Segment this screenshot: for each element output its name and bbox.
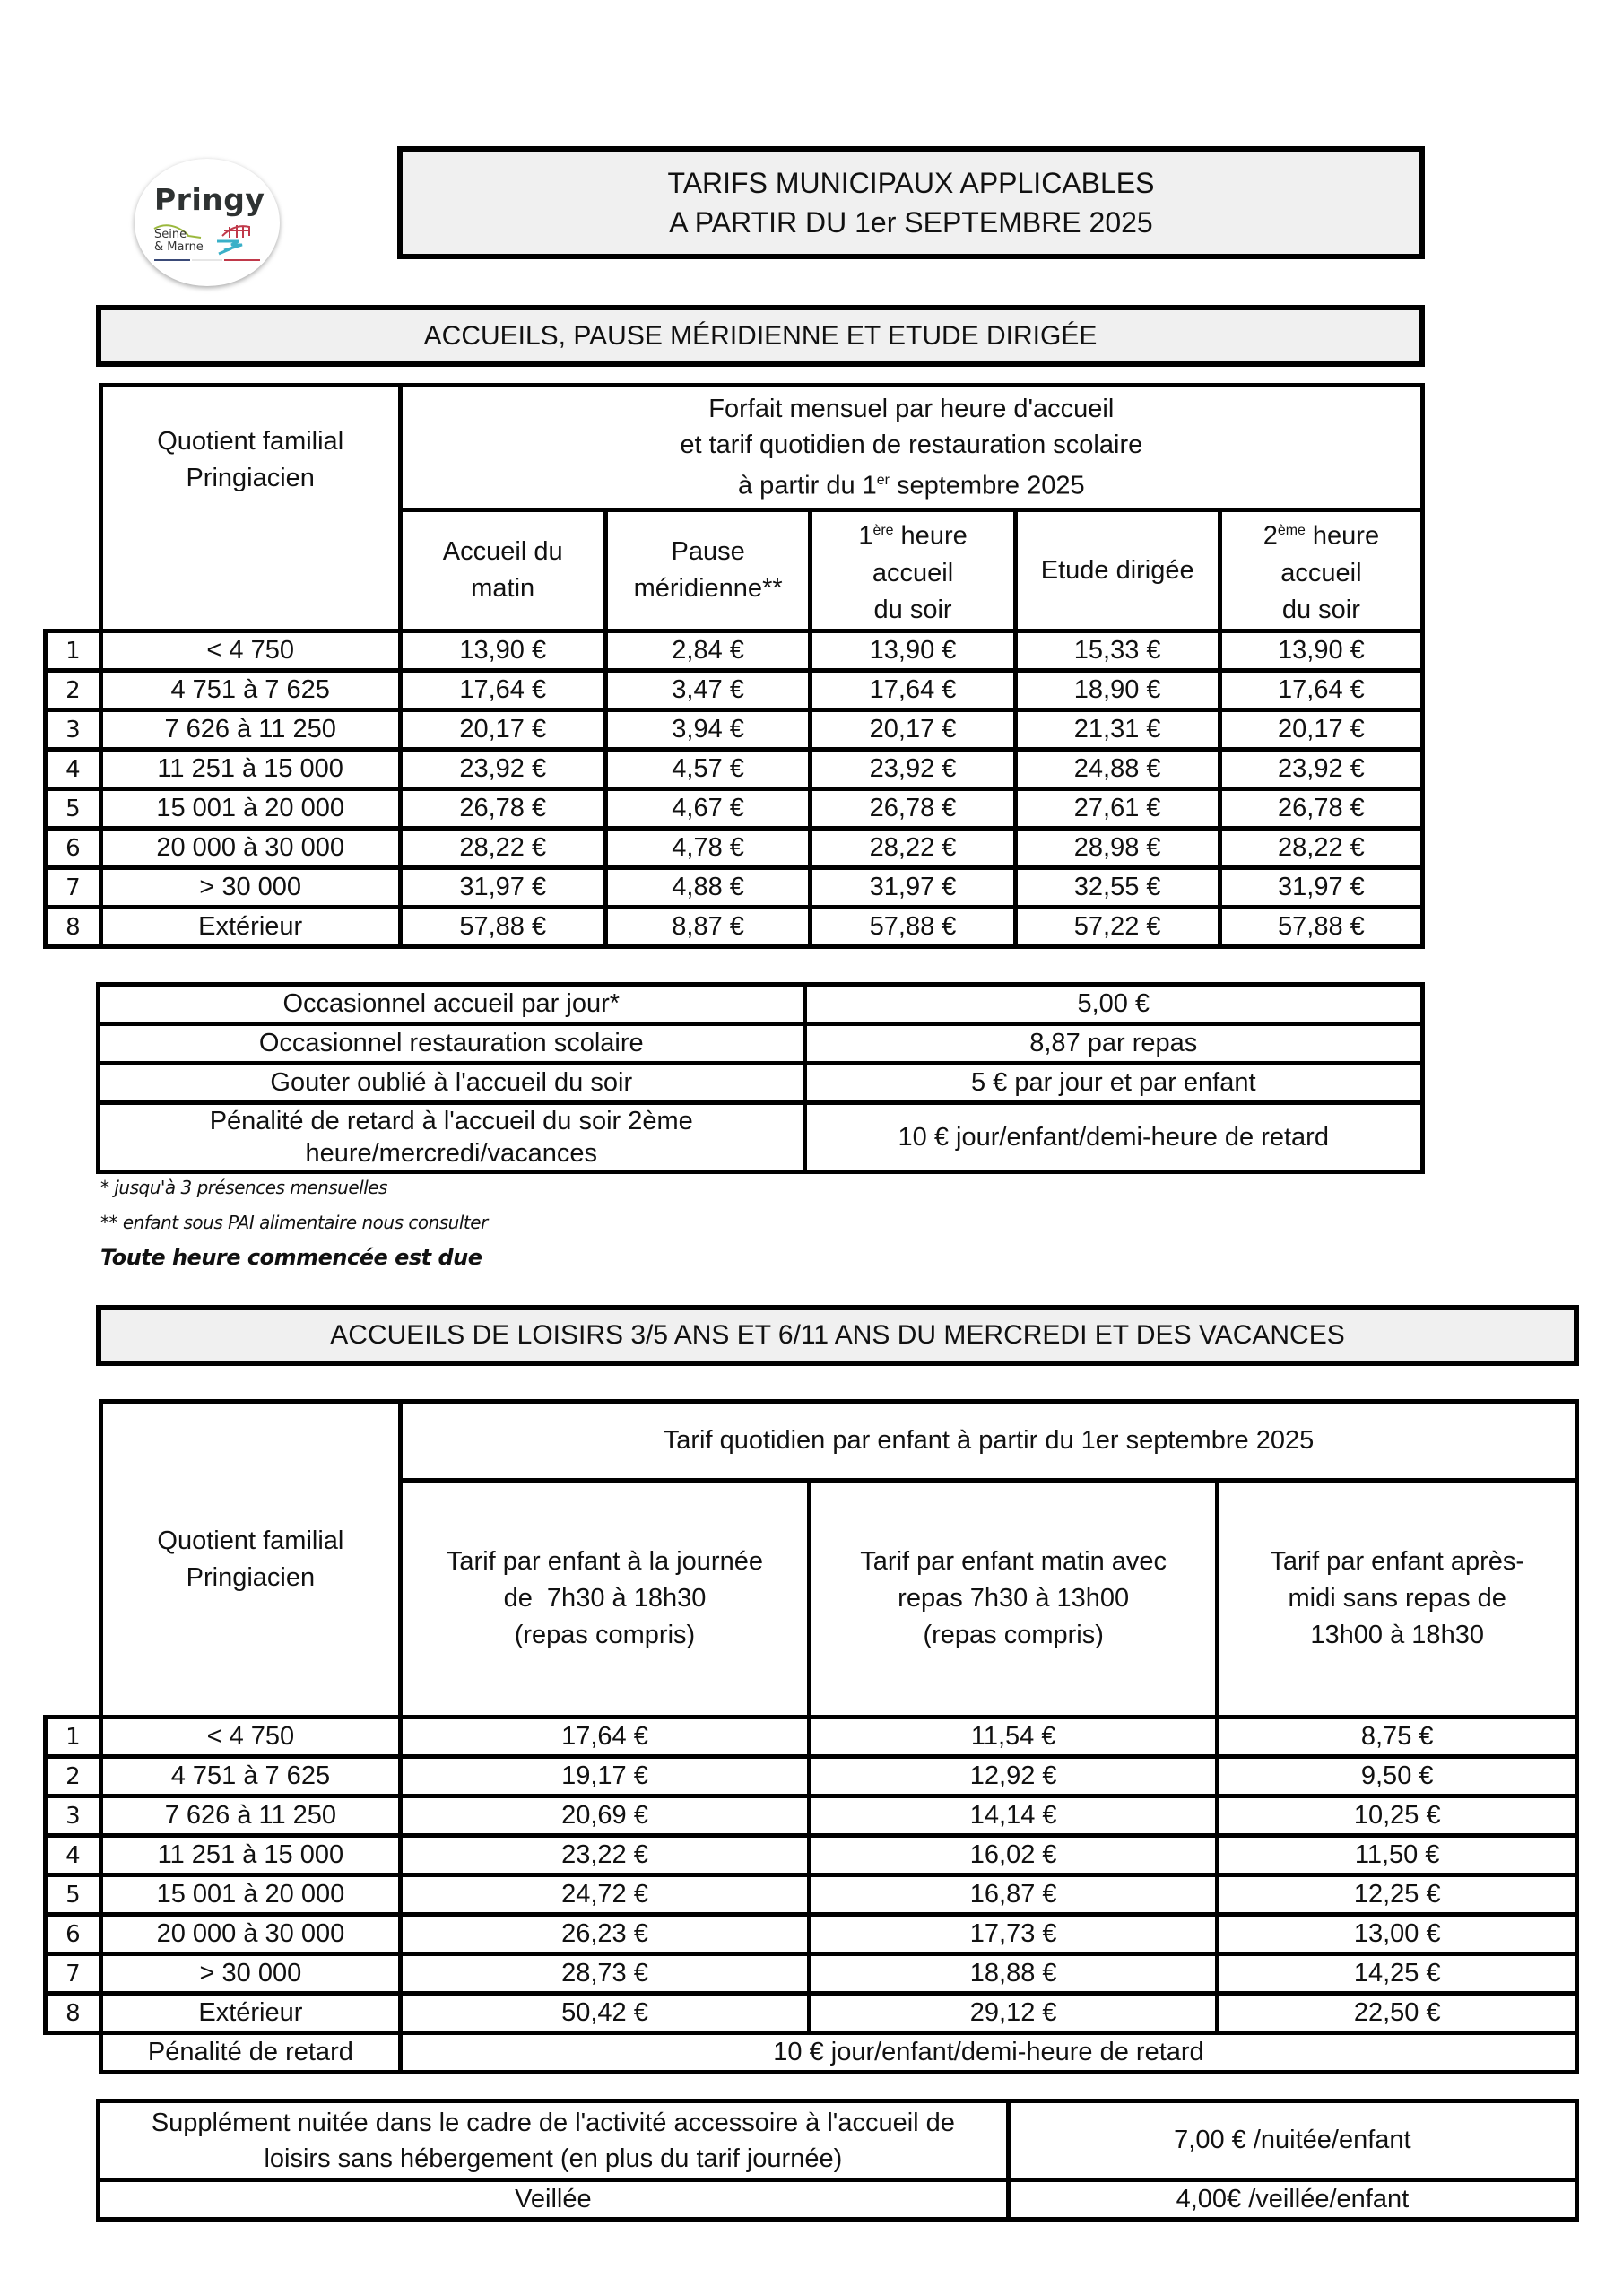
row-qf: Extérieur xyxy=(100,1994,400,2033)
group-header-line2: et tarif quotidien de restauration scolaire xyxy=(680,430,1143,460)
supplement-value: 7,00 € /nuitée/enfant xyxy=(1008,2101,1576,2180)
cell-value: 22,50 € xyxy=(1218,1994,1577,2033)
cell-value: 8,87 € xyxy=(605,908,811,947)
col0-l1: Accueil du xyxy=(442,537,563,566)
col-header-2eme-heure-soir xyxy=(1219,510,1422,631)
cell-value: 3,94 € xyxy=(605,710,811,750)
logo-flag-red xyxy=(224,259,260,261)
table-row xyxy=(46,1994,1577,2033)
logo-flag-white xyxy=(192,259,222,261)
cell-value: 26,78 € xyxy=(1219,789,1422,829)
cell-value: 18,88 € xyxy=(809,1954,1217,1994)
cell-value: 31,97 € xyxy=(1219,868,1422,908)
cell-value: 19,17 € xyxy=(400,1757,809,1796)
row-qf: 7 626 à 11 250 xyxy=(100,710,400,750)
cell-value: 16,87 € xyxy=(809,1875,1217,1915)
cell-value: 14,14 € xyxy=(809,1796,1217,1836)
logo-flag-blue xyxy=(154,259,190,261)
footnote-1: * jusqu'à 3 présences mensuelles xyxy=(100,1177,387,1198)
table-row xyxy=(99,2101,1577,2180)
table-row xyxy=(46,1718,1577,1757)
col-header-accueil-matin xyxy=(400,510,605,631)
row-index: 7 xyxy=(46,868,101,908)
occasional-label: Occasionnel restauration scolaire xyxy=(99,1024,805,1064)
occasional-value: 5 € par jour et par enfant xyxy=(804,1064,1422,1103)
supplement-value: 4,00€ /veillée/enfant xyxy=(1008,2180,1576,2220)
occasional-label xyxy=(99,1103,805,1172)
cell-value: 17,64 € xyxy=(1219,671,1422,710)
supp-label-line2: loisirs sans hébergement (en plus du tarif journée) xyxy=(264,2144,843,2173)
c0-l2: de 7h30 à 18h30 xyxy=(503,1584,707,1613)
row-index: 6 xyxy=(46,829,101,868)
c2-l2: midi sans repas de xyxy=(1288,1584,1506,1613)
cell-value: 27,61 € xyxy=(1015,789,1219,829)
col2-pre: 1 xyxy=(858,521,873,551)
footnote-2: ** enfant sous PAI alimentaire nous consulter xyxy=(100,1212,488,1233)
row-qf: 20 000 à 30 000 xyxy=(100,1915,400,1954)
cell-value: 23,92 € xyxy=(811,750,1015,789)
table-row xyxy=(46,1757,1577,1796)
penalty-label-line2: heure/mercredi/vacances xyxy=(305,1139,598,1168)
qf-header xyxy=(100,386,400,631)
row-index: 3 xyxy=(46,710,101,750)
footnotes xyxy=(100,1170,488,1275)
table-row xyxy=(46,1796,1577,1836)
cell-value: 20,17 € xyxy=(811,710,1015,750)
table-row xyxy=(46,671,1423,710)
col-header-pause-meridienne xyxy=(605,510,811,631)
row-index: 4 xyxy=(46,1836,101,1875)
cell-value: 24,88 € xyxy=(1015,750,1219,789)
cell-value: 24,72 € xyxy=(400,1875,809,1915)
section2-heading: ACCUEILS DE LOISIRS 3/5 ANS ET 6/11 ANS DU MERCREDI ET DES VACANCES xyxy=(96,1305,1579,1366)
col-header-1ere-heure-soir xyxy=(811,510,1015,631)
col4-l1 xyxy=(1222,512,1420,555)
cell-value: 57,88 € xyxy=(1219,908,1422,947)
logo-subtitle xyxy=(154,229,204,254)
col4-l2: accueil xyxy=(1280,558,1362,587)
cell-value: 16,02 € xyxy=(809,1836,1217,1875)
cell-value: 28,73 € xyxy=(400,1954,809,1994)
row-qf: 4 751 à 7 625 xyxy=(100,1757,400,1796)
table-row xyxy=(99,2180,1577,2220)
group-header-line1: Forfait mensuel par heure d'accueil xyxy=(708,395,1115,424)
cell-value: 28,22 € xyxy=(811,829,1015,868)
row-index: 5 xyxy=(46,789,101,829)
c0-l3: (repas compris) xyxy=(514,1621,696,1649)
cell-value: 26,78 € xyxy=(400,789,605,829)
cell-value: 57,22 € xyxy=(1015,908,1219,947)
col2-l2: accueil xyxy=(872,558,954,587)
pringy-logo xyxy=(135,159,280,286)
col-header-journee xyxy=(400,1481,809,1718)
table-row xyxy=(46,1875,1577,1915)
cell-value: 28,22 € xyxy=(400,829,605,868)
cell-value: 17,64 € xyxy=(400,1718,809,1757)
col1-l1: Pause xyxy=(671,537,745,566)
index-spacer xyxy=(46,1402,101,1718)
cell-value: 50,42 € xyxy=(400,1994,809,2033)
table-row xyxy=(46,1954,1577,1994)
row-index: 2 xyxy=(46,671,101,710)
index-spacer xyxy=(46,2033,101,2073)
gh3-sup: er xyxy=(876,473,890,489)
penalty-value: 10 € jour/enfant/demi-heure de retard xyxy=(400,2033,1576,2073)
table-row xyxy=(99,1103,1423,1172)
table-row xyxy=(46,1915,1577,1954)
row-qf: > 30 000 xyxy=(100,868,400,908)
row-qf: 15 001 à 20 000 xyxy=(100,789,400,829)
cell-value: 17,73 € xyxy=(809,1915,1217,1954)
table-row xyxy=(46,1836,1577,1875)
occasional-value: 5,00 € xyxy=(804,985,1422,1024)
cell-value: 4,88 € xyxy=(605,868,811,908)
qf-header-line1: Quotient familial xyxy=(157,427,344,456)
col2-sup: ère xyxy=(872,523,894,539)
cell-value: 4,78 € xyxy=(605,829,811,868)
row-index: 3 xyxy=(46,1796,101,1836)
col-header-matin-repas xyxy=(809,1481,1217,1718)
cell-value: 17,64 € xyxy=(811,671,1015,710)
section1-heading: ACCUEILS, PAUSE MÉRIDIENNE ET ETUDE DIRIGÉE xyxy=(96,305,1425,367)
title-line1: TARIFS MUNICIPAUX APPLICABLES xyxy=(667,167,1155,199)
section1-rows xyxy=(46,631,1423,947)
gh3-post: septembre 2025 xyxy=(889,471,1085,500)
cell-value: 13,90 € xyxy=(1219,631,1422,671)
qf-header xyxy=(100,1402,400,1718)
row-qf: 20 000 à 30 000 xyxy=(100,829,400,868)
table-row xyxy=(46,868,1423,908)
row-index: 7 xyxy=(46,1954,101,1994)
cell-value: 57,88 € xyxy=(811,908,1015,947)
occasional-tariffs-table xyxy=(96,982,1425,1174)
cell-value: 18,90 € xyxy=(1015,671,1219,710)
col-header-apres-midi xyxy=(1218,1481,1577,1718)
cell-value: 20,17 € xyxy=(400,710,605,750)
cell-value: 23,22 € xyxy=(400,1836,809,1875)
c1-l2: repas 7h30 à 13h00 xyxy=(898,1584,1130,1613)
penalty-label: Pénalité de retard xyxy=(100,2033,400,2073)
supp-label-line1: Supplément nuitée dans le cadre de l'activité accessoire à l'accueil de xyxy=(151,2108,955,2137)
cell-value: 57,88 € xyxy=(400,908,605,947)
table-row xyxy=(46,710,1423,750)
cell-value: 4,57 € xyxy=(605,750,811,789)
qf-header-line2: Pringiacien xyxy=(186,1562,316,1592)
col4-post: heure xyxy=(1305,521,1380,551)
cell-value: 11,54 € xyxy=(809,1718,1217,1757)
row-qf: > 30 000 xyxy=(100,1954,400,1994)
cell-value: 23,92 € xyxy=(400,750,605,789)
cell-value: 2,84 € xyxy=(605,631,811,671)
gh3-pre: à partir du 1 xyxy=(738,471,877,500)
occasional-value: 8,87 par repas xyxy=(804,1024,1422,1064)
col4-l3: du soir xyxy=(1281,595,1360,624)
row-qf: Extérieur xyxy=(100,908,400,947)
col0-l2: matin xyxy=(471,574,535,603)
cell-value: 15,33 € xyxy=(1015,631,1219,671)
cell-value: 13,90 € xyxy=(400,631,605,671)
col-header-etude-dirigee: Etude dirigée xyxy=(1015,510,1219,631)
cell-value: 31,97 € xyxy=(400,868,605,908)
c2-l1: Tarif par enfant après- xyxy=(1270,1547,1525,1576)
col4-sup: ème xyxy=(1277,523,1306,539)
table-row xyxy=(99,985,1423,1024)
logo-subtitle-line2: & Marne xyxy=(154,240,204,254)
row-index: 5 xyxy=(46,1875,101,1915)
occasional-label: Occasionnel accueil par jour* xyxy=(99,985,805,1024)
cell-value: 13,90 € xyxy=(811,631,1015,671)
occasional-label: Gouter oublié à l'accueil du soir xyxy=(99,1064,805,1103)
c1-l1: Tarif par enfant matin avec xyxy=(860,1547,1167,1576)
row-index: 4 xyxy=(46,750,101,789)
cell-value: 31,97 € xyxy=(811,868,1015,908)
row-qf: 11 251 à 15 000 xyxy=(100,750,400,789)
index-spacer xyxy=(46,386,101,631)
group-header: Tarif quotidien par enfant à partir du 1er septembre 2025 xyxy=(400,1402,1576,1481)
c2-l3: 13h00 à 18h30 xyxy=(1310,1621,1484,1649)
c0-l1: Tarif par enfant à la journée xyxy=(446,1547,763,1576)
cell-value: 28,98 € xyxy=(1015,829,1219,868)
cell-value: 28,22 € xyxy=(1219,829,1422,868)
cell-value: 32,55 € xyxy=(1015,868,1219,908)
col4-pre: 2 xyxy=(1263,521,1278,551)
row-index: 6 xyxy=(46,1915,101,1954)
table-row xyxy=(46,908,1423,947)
qf-header-line2: Pringiacien xyxy=(186,464,315,492)
cell-value: 26,23 € xyxy=(400,1915,809,1954)
logo-wordmark: Pringy xyxy=(154,182,265,217)
row-index: 2 xyxy=(46,1757,101,1796)
group-header-line3 xyxy=(403,463,1420,504)
cell-value: 13,00 € xyxy=(1218,1915,1577,1954)
footnote-bold: Toute heure commencée est due xyxy=(100,1245,482,1270)
penalty-row xyxy=(46,2033,1577,2073)
supplements-table xyxy=(96,2099,1579,2222)
cell-value: 23,92 € xyxy=(1219,750,1422,789)
table-row xyxy=(99,1024,1423,1064)
cell-value: 29,12 € xyxy=(809,1994,1217,2033)
table-row xyxy=(46,829,1423,868)
row-index: 8 xyxy=(46,908,101,947)
row-qf: 7 626 à 11 250 xyxy=(100,1796,400,1836)
title-line2: A PARTIR DU 1er SEPTEMBRE 2025 xyxy=(669,206,1153,239)
section2-tariff-table xyxy=(43,1399,1579,2074)
row-qf: 11 251 à 15 000 xyxy=(100,1836,400,1875)
group-header xyxy=(400,386,1422,510)
table-row xyxy=(99,1064,1423,1103)
c1-l3: (repas compris) xyxy=(923,1621,1104,1649)
cell-value: 10,25 € xyxy=(1218,1796,1577,1836)
row-index: 1 xyxy=(46,631,101,671)
row-qf: < 4 750 xyxy=(100,1718,400,1757)
cell-value: 9,50 € xyxy=(1218,1757,1577,1796)
penalty-label-line1: Pénalité de retard à l'accueil du soir 2ème xyxy=(209,1107,693,1135)
row-qf: 4 751 à 7 625 xyxy=(100,671,400,710)
col2-post: heure xyxy=(893,521,968,551)
cell-value: 11,50 € xyxy=(1218,1836,1577,1875)
page-title xyxy=(397,146,1425,259)
cell-value: 20,69 € xyxy=(400,1796,809,1836)
table-row xyxy=(46,750,1423,789)
supplement-label xyxy=(99,2101,1009,2180)
cell-value: 12,92 € xyxy=(809,1757,1217,1796)
logo-subtitle-line1: Seine xyxy=(154,228,187,241)
cell-value: 26,78 € xyxy=(811,789,1015,829)
table-row xyxy=(46,631,1423,671)
col2-l3: du soir xyxy=(873,595,952,624)
table-row xyxy=(46,789,1423,829)
cell-value: 14,25 € xyxy=(1218,1954,1577,1994)
row-qf: 15 001 à 20 000 xyxy=(100,1875,400,1915)
cell-value: 3,47 € xyxy=(605,671,811,710)
cell-value: 21,31 € xyxy=(1015,710,1219,750)
col2-l1 xyxy=(812,512,1012,555)
cell-value: 12,25 € xyxy=(1218,1875,1577,1915)
cell-value: 20,17 € xyxy=(1219,710,1422,750)
row-qf: < 4 750 xyxy=(100,631,400,671)
cell-value: 4,67 € xyxy=(605,789,811,829)
qf-header-line1: Quotient familial xyxy=(157,1526,344,1555)
cell-value: 17,64 € xyxy=(400,671,605,710)
occasional-value: 10 € jour/enfant/demi-heure de retard xyxy=(804,1103,1422,1172)
col1-l2: méridienne** xyxy=(633,574,783,603)
row-index: 8 xyxy=(46,1994,101,2033)
cell-value: 8,75 € xyxy=(1218,1718,1577,1757)
supplement-label: Veillée xyxy=(99,2180,1009,2220)
section1-tariff-table xyxy=(43,383,1425,949)
row-index: 1 xyxy=(46,1718,101,1757)
